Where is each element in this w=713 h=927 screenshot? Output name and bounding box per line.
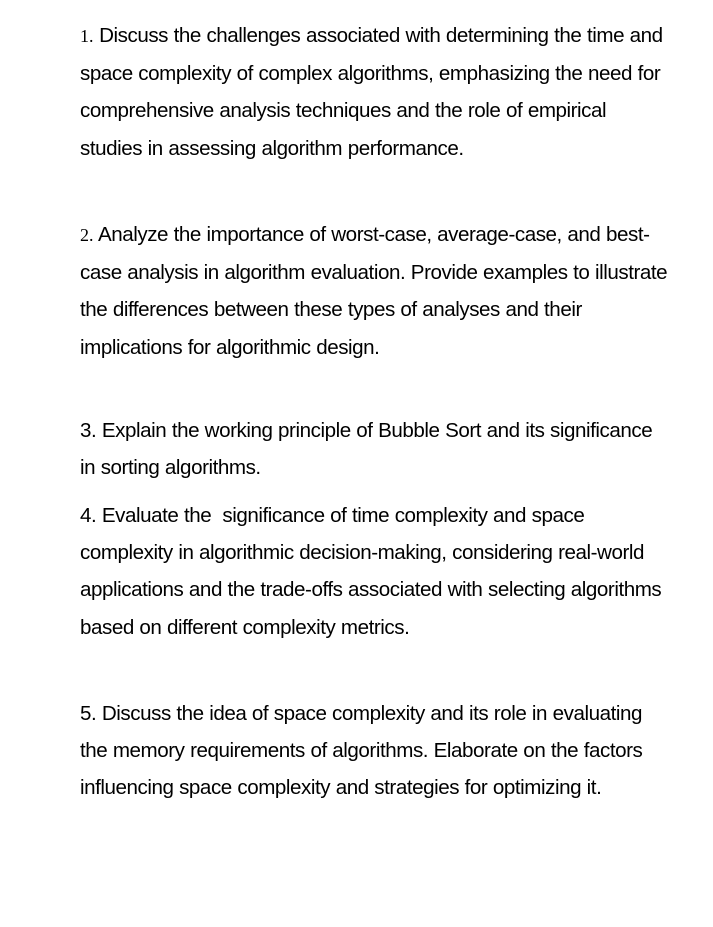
question-5: [80, 695, 670, 807]
question-4: [80, 497, 670, 646]
question-1: [80, 17, 670, 167]
question-2: [80, 216, 670, 366]
question-2-text: Analyze the importance of worst-case, average-case, and best-case analysis in algorithm evaluation. Provide examples to illustrate the differences between these types of analyses and their implications for algorithmic design.: [80, 223, 668, 359]
question-1-text: Discuss the challenges associated with determining the time and space complexity of complex algorithms, emphasizing the need for comprehensive analysis techniques and the role of empirical studies in assessing algorithm performance.: [80, 24, 663, 160]
question-3-text: Explain the working principle of Bubble Sort and its significance in sorting algorithms.: [80, 419, 653, 480]
question-1-number: 1.: [80, 26, 94, 46]
question-3: [80, 412, 670, 486]
question-3-number: 3.: [80, 419, 97, 442]
question-2-number: 2.: [80, 225, 94, 245]
question-4-text: Evaluate the significance of time complexity and space complexity in algorithmic decision-making, considering real-world applications and the trade-offs associated with selecting algorithms based on different complexity metrics.: [80, 504, 667, 639]
question-4-number: 4.: [80, 504, 97, 527]
question-5-text: Discuss the idea of space complexity and its role in evaluating the memory requirements of algorithms. Elaborate on the factors influencing space complexity and strategies for optimizing it.: [80, 702, 643, 800]
question-5-number: 5.: [80, 702, 97, 725]
